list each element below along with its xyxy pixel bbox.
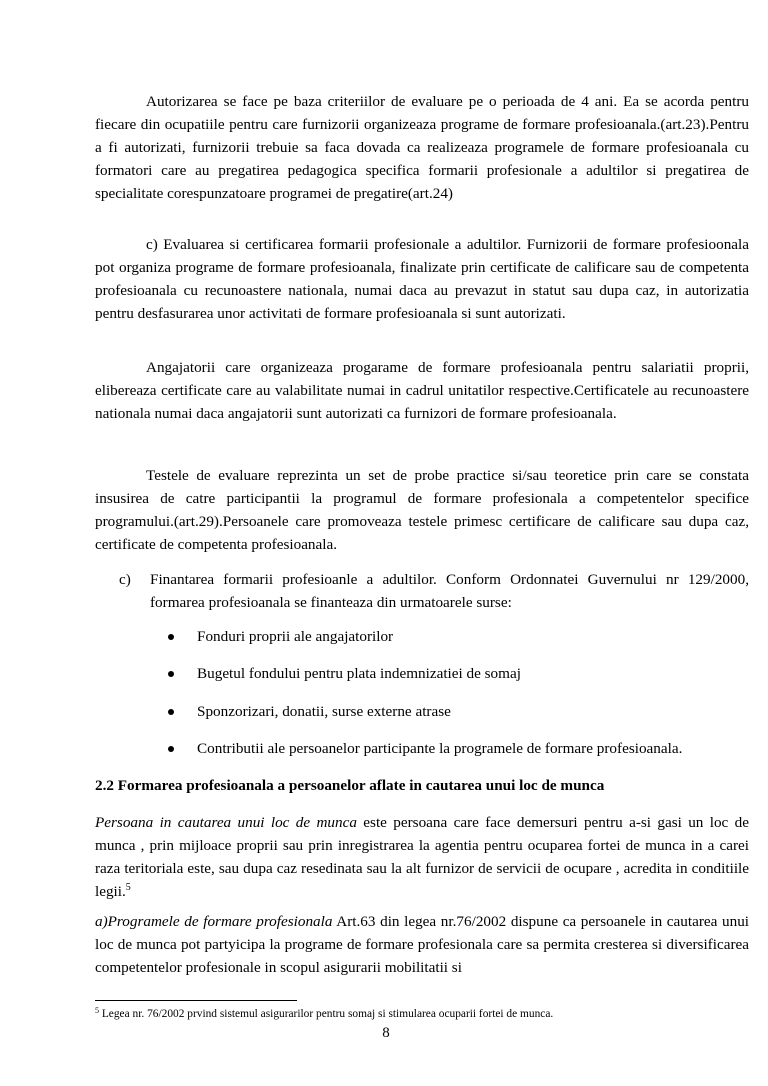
paragraph-autorizarea: Autorizarea se face pe baza criteriilor de evaluare pe o perioada de 4 ani. Ea se acorda pentru fiecare din ocupatiile pentru care furnizorii organizeaza programe de formare profesioanala.(art.23).Pentru a fi autorizati, furnizorii trebuie sa faca dovada ca realizeaza programele de formare profesioanala cu formatori care au pregatirea pedagogica specifica formarii profesionale a adultilor si pregatirea de specialitate corespunzatoare programei de pregatire(art.24) — [95, 93, 749, 202]
bullet-text: Bugetul fondului pentru plata indemnizatiei de somaj — [197, 665, 521, 682]
bullet-text: Fonduri proprii ale angajatorilor — [197, 628, 394, 645]
bullet-icon — [168, 709, 174, 715]
paragraph-testele: Testele de evaluare reprezinta un set de probe practice si/sau teoretice prin care se constata insusirea de catre participantii la programul de formare profesionala a competentelor specifice programului.(art.29).Persoanele care promoveaza testele primesc certificare de calificare sau dupa caz, certificate de competenta profesioanala. — [95, 467, 749, 553]
bullet-icon — [168, 746, 174, 752]
section-heading: 2.2 Formarea profesioanala a persoanelor aflate in cautarea unui loc de munca — [95, 777, 605, 794]
programe-text: Art.63 din legea nr.76/2002 dispune ca persoanele in cautarea unui loc de munca pot partyicipa la programe de formare profesionala care sa permita cresterea si diversificarea competentelor profesionale in scopul asigurarii mobilitatii si — [95, 913, 750, 976]
programe-term: a)Programele de formare profesionala — [95, 913, 333, 930]
footnote-number: 5 — [95, 1006, 99, 1015]
list-item-finantarea: Finantarea formarii profesioanle a adultilor. Conform Ordonnatei Guvernului nr 129/2000, formarea profesioanala se finanteaza din urmatoarele surse: — [150, 571, 749, 611]
bullet-text: Contributii ale persoanelor participante la programele de formare profesioanala. — [197, 740, 683, 757]
paragraph-evaluarea: c) Evaluarea si certificarea formarii profesionale a adultilor. Furnizorii de formare profesioonala pot organiza programe de formare profesioanala, finalizate prin certificate de calificare sau de competenta profesioanala cu recunoastere nationala, numai daca au prevazut in statut sau dupa caz, in autorizatia pentru desfasurarea unor activitati de formare profesioanala si sunt autorizati. — [95, 236, 749, 322]
definition-term: Persoana in cautarea unui loc de munca — [95, 814, 357, 831]
paragraph-definition — [95, 811, 749, 903]
page-number: 8 — [382, 1025, 390, 1041]
footnote-divider — [95, 1000, 297, 1001]
bullet-icon — [168, 634, 174, 640]
paragraph-programe — [95, 910, 749, 979]
list-marker: c) — [119, 571, 131, 588]
definition-text: este persoana care face demersuri pentru a-si gasi un loc de munca , prin mijloace proprii sau prin inregistrarea la agentia pentru ocuparea fortei de munca in a carei raza teritoriala este, sau dupa caz resedinata sau la alt furnizor de servicii de ocupare , acredita in conditiile legii. — [95, 814, 749, 900]
footnote-text: Legea nr. 76/2002 prvind sistemul asigurarilor pentru somaj si stimularea ocuparii fortei de munca. — [99, 1008, 554, 1020]
paragraph-angajatorii: Angajatorii care organizeaza progarame de formare profesioanala pentru salariatii proprii, elibereaza certificate care au valabilitate numai in cadrul unitatilor respective.Certificatele au recunoastere nationala numai daca angajatorii sunt autorizati ca furnizori de formare profesioanala. — [95, 359, 749, 422]
bullet-icon — [168, 671, 174, 677]
bullet-text: Sponzorizari, donatii, surse externe atrase — [197, 703, 451, 720]
footnote — [95, 1007, 755, 1021]
bullet-item — [168, 662, 748, 685]
footnote-reference: 5 — [125, 882, 131, 893]
bullet-item — [168, 700, 748, 723]
bullet-item — [168, 625, 748, 648]
bullet-item — [168, 737, 748, 760]
